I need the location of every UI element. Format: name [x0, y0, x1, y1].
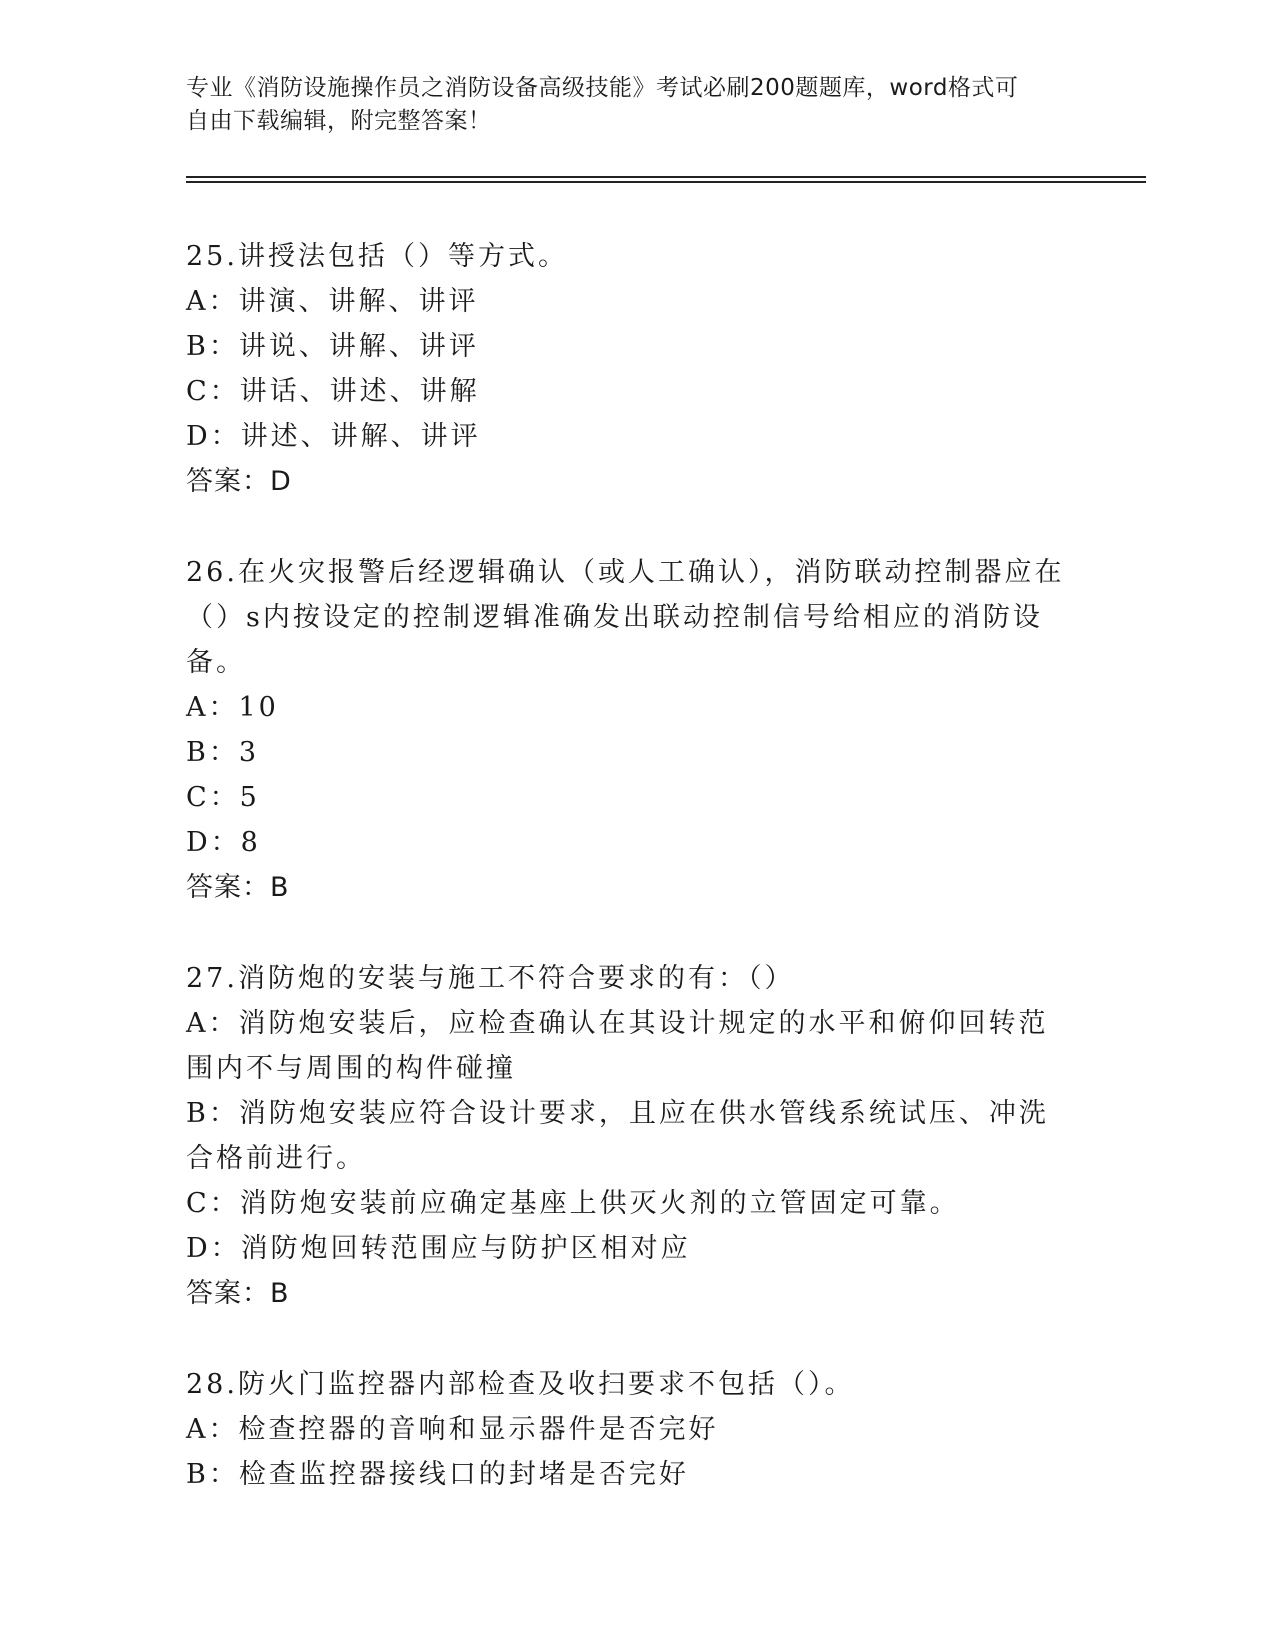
option-a: A：讲演、讲解、讲评: [186, 286, 479, 317]
option-b: B：检查监控器接线口的封堵是否完好: [186, 1459, 689, 1490]
header-line-2: 自由下载编辑，附完整答案！: [186, 108, 492, 134]
answer: 答案：B: [186, 1278, 290, 1309]
option-c: C：讲话、讲述、讲解: [186, 376, 480, 407]
answer: 答案：B: [186, 872, 290, 903]
question-stem: 27.消防炮的安装与施工不符合要求的有：（）: [186, 963, 795, 994]
question-27: [186, 956, 1076, 1316]
question-28: [186, 1362, 1076, 1497]
question-26: [186, 550, 1076, 910]
question-list: [186, 234, 1076, 1543]
option-d: D：消防炮回转范围应与防护区相对应: [186, 1233, 691, 1264]
option-c: C：消防炮安装前应确定基座上供灭火剂的立管固定可靠。: [186, 1188, 960, 1219]
option-b: B：讲说、讲解、讲评: [186, 331, 479, 362]
option-a: A：10: [186, 692, 279, 723]
header-divider-bottom: [186, 181, 1146, 183]
header-line-1: 专业《消防设施操作员之消防设备高级技能》考试必刷200题题库，word格式可: [186, 75, 1019, 101]
document-header: [186, 72, 1066, 138]
option-c: C：5: [186, 782, 260, 813]
option-a: A：消防炮安装后，应检查确认在其设计规定的水平和俯仰回转范围内不与周围的构件碰撞: [186, 1008, 1049, 1084]
option-b: B：3: [186, 737, 260, 768]
option-b: B：消防炮安装应符合设计要求，且应在供水管线系统试压、冲洗合格前进行。: [186, 1098, 1049, 1174]
question-stem: 25.讲授法包括（）等方式。: [186, 241, 568, 272]
question-stem: 28.防火门监控器内部检查及收扫要求不包括（）。: [186, 1369, 855, 1400]
question-25: [186, 234, 1076, 504]
option-a: A：检查控器的音响和显示器件是否完好: [186, 1414, 719, 1445]
option-d: D：8: [186, 827, 261, 858]
question-stem: 26.在火灾报警后经逻辑确认（或人工确认），消防联动控制器应在（）s内按设定的控制逻辑准确发出联动控制信号给相应的消防设备。: [186, 557, 1065, 678]
header-divider-top: [186, 176, 1146, 178]
option-d: D：讲述、讲解、讲评: [186, 421, 481, 452]
answer: 答案：D: [186, 466, 292, 497]
